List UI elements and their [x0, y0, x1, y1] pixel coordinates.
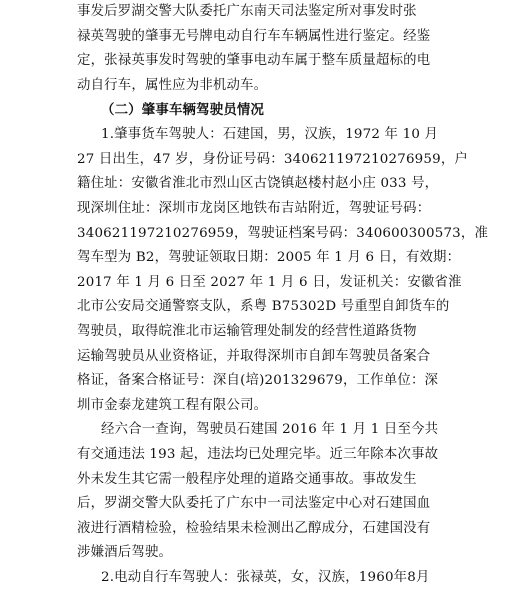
text-line: 动自行车，属性应为非机动车。	[77, 77, 268, 93]
text-line: 事发后罗湖交警大队委托广东南天司法鉴定所对事发时张	[77, 4, 417, 19]
text-line: 有交通违法 193 起，违法均已处理完毕。近三年除本次事故	[77, 447, 439, 462]
text-line: 禄英驾驶的肇事无号牌电动自行车车辆属性进行鉴定。经鉴	[77, 28, 431, 44]
text-line: 涉嫌酒后驾驶。	[77, 545, 173, 561]
text-line: 定，张禄英事发时驾驶的肇事电动车属于整车质量超标的电	[77, 53, 431, 69]
text-line: 2017 年 1 月 6 日至 2027 年 1 月 6 日，发证机关：安徽省淮	[77, 274, 462, 290]
text-line: 驾驶员，取得皖淮北市运输管理处制发的经营性道路货物	[77, 323, 417, 339]
text-line: 液进行酒精检验，检验结果未检测出乙醇成分，石建国没有	[77, 520, 431, 536]
text-line: 经六合一查询，驾驶员石建国 2016 年 1 月 1 日至今共	[101, 422, 439, 438]
text-line: 后，罗湖交警大队委托了广东中一司法鉴定中心对石建国血	[77, 496, 431, 512]
text-line: 现深圳住址：深圳市龙岗区地铁布吉站附近，驾驶证号码：	[77, 200, 431, 216]
section-heading: （二）肇事车辆驾驶员情况	[101, 102, 265, 119]
text-line: 1.肇事货车驾驶人：石建国，男，汉族，1972 年 10 月	[101, 127, 439, 142]
text-line: 27 日出生，47 岁，身份证号码：340621197210276959，户	[77, 151, 469, 167]
text-line: 籍住址：安徽省淮北市烈山区古饶镇赵楼村赵小庄 033 号，	[77, 176, 439, 192]
text-line: 外未发生其它需一般程序处理的道路交通事故。事故发生	[77, 471, 417, 487]
text-line: 340621197210276959，驾驶证档案号码：340600300573，准	[77, 225, 489, 241]
text-line: 运输驾驶员从业资格证，并取得深圳市自卸车驾驶员备案合	[77, 348, 431, 364]
text-line: 北市公安局交通警察支队，系粤 B75302D 号重型自卸货车的	[77, 299, 450, 315]
text-line: 圳市金泰龙建筑工程有限公司。	[77, 397, 268, 413]
text-line: 格证，备案合格证号：深自(培)201329679，工作单位：深	[77, 373, 439, 389]
text-line: 驾车型为 B2，驾驶证领取日期：2005 年 1 月 6 日，有效期：	[77, 250, 461, 266]
text-line: 2.电动自行车驾驶人：张禄英，女，汉族，1960年8月	[101, 570, 430, 585]
